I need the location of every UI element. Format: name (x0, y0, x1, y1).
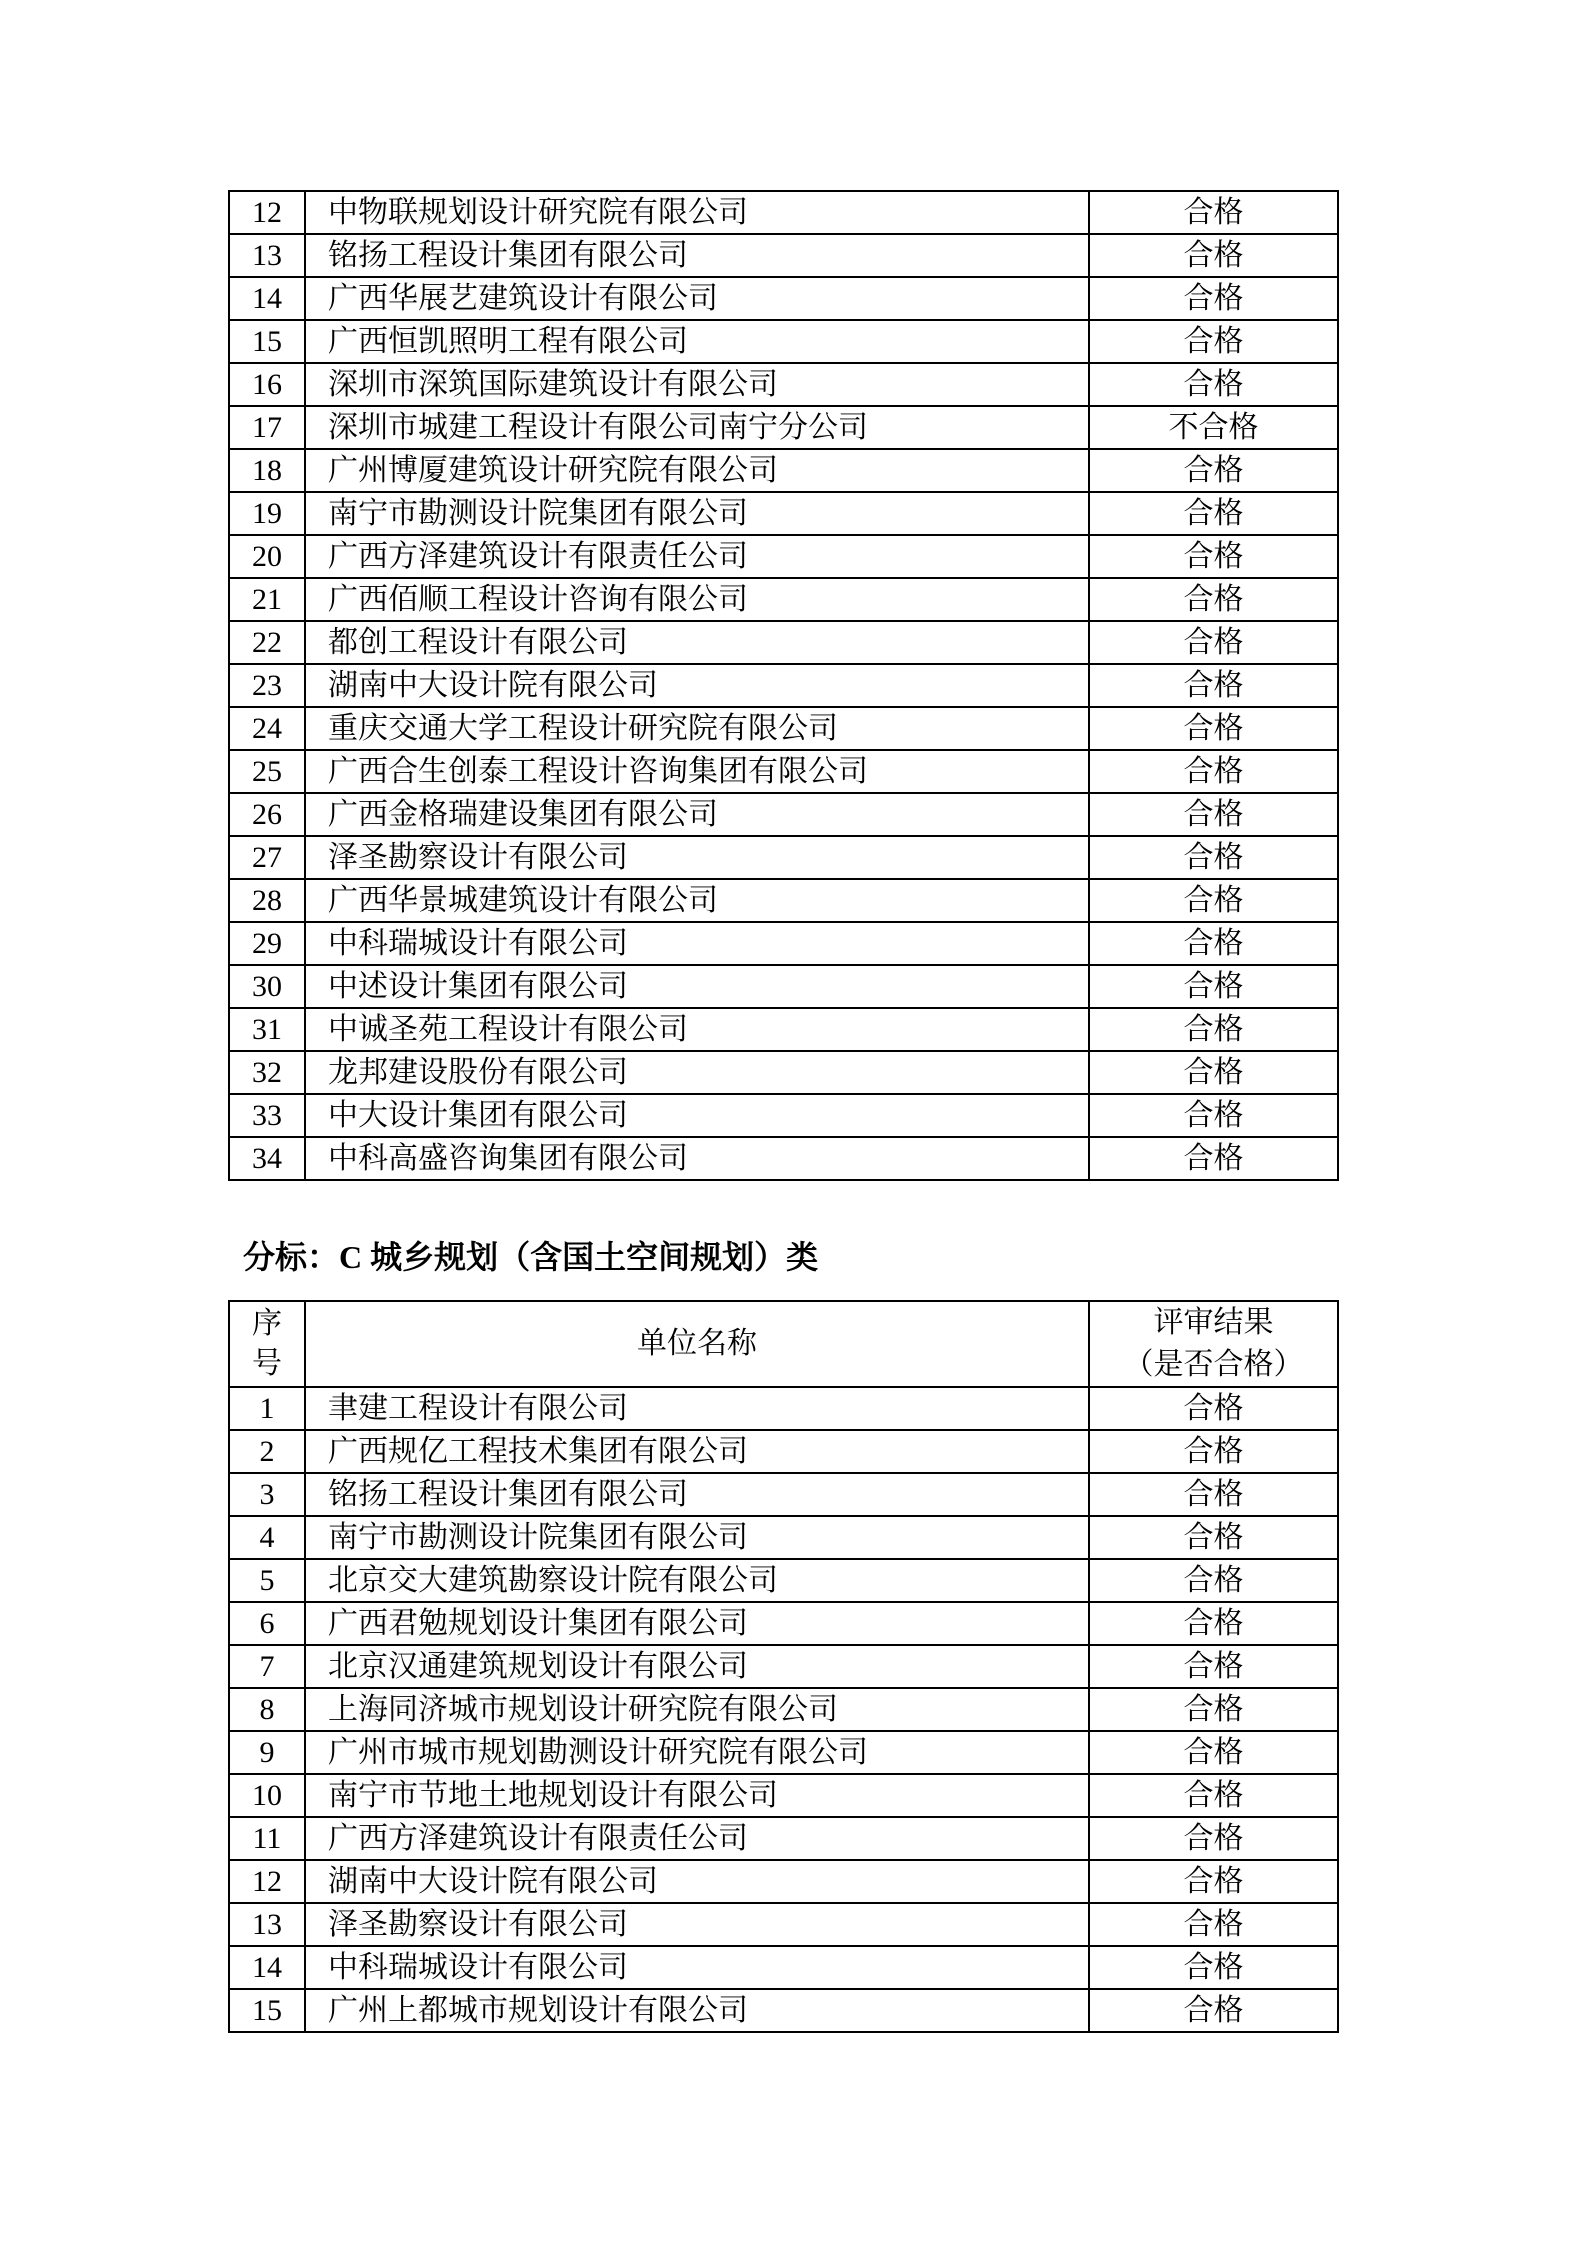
table-row (229, 1430, 1338, 1473)
row-company-name: 深圳市深筑国际建筑设计有限公司 (305, 363, 1089, 406)
row-review-result: 合格 (1089, 1817, 1338, 1860)
section-c-heading: 分标：C 城乡规划（含国土空间规划）类 (243, 1239, 819, 1275)
row-company-name: 铭扬工程设计集团有限公司 (305, 234, 1089, 277)
table-row (229, 1516, 1338, 1559)
row-review-result: 合格 (1089, 1430, 1338, 1473)
header-review-result-line1: 评审结果 (1153, 1306, 1274, 1339)
row-review-result: 合格 (1089, 1387, 1338, 1430)
table-row (229, 363, 1338, 406)
row-seq-number: 1 (229, 1387, 305, 1430)
row-review-result: 合格 (1089, 578, 1338, 621)
table-row (229, 1817, 1338, 1860)
row-review-result: 合格 (1089, 191, 1338, 234)
row-company-name: 南宁市勘测设计院集团有限公司 (305, 1516, 1089, 1559)
row-company-name: 南宁市节地土地规划设计有限公司 (305, 1774, 1089, 1817)
row-seq-number: 13 (229, 1903, 305, 1946)
row-seq-number: 28 (229, 879, 305, 922)
section-b-results-table (228, 190, 1339, 1181)
row-company-name: 广西恒凯照明工程有限公司 (305, 320, 1089, 363)
row-review-result: 合格 (1089, 492, 1338, 535)
row-seq-number: 34 (229, 1137, 305, 1180)
row-review-result: 合格 (1089, 535, 1338, 578)
table-row (229, 535, 1338, 578)
row-company-name: 中物联规划设计研究院有限公司 (305, 191, 1089, 234)
header-company-name-label: 单位名称 (637, 1327, 757, 1361)
row-seq-number: 23 (229, 664, 305, 707)
table-row (229, 234, 1338, 277)
row-seq-number: 17 (229, 406, 305, 449)
row-review-result: 合格 (1089, 1774, 1338, 1817)
row-seq-number: 15 (229, 1989, 305, 2032)
row-review-result: 合格 (1089, 1645, 1338, 1688)
row-seq-number: 33 (229, 1094, 305, 1137)
header-review-result (1089, 1301, 1338, 1387)
row-review-result: 合格 (1089, 1860, 1338, 1903)
row-company-name: 上海同济城市规划设计研究院有限公司 (305, 1688, 1089, 1731)
row-seq-number: 9 (229, 1731, 305, 1774)
table-row (229, 1731, 1338, 1774)
table-row (229, 320, 1338, 363)
row-company-name: 广西君勉规划设计集团有限公司 (305, 1602, 1089, 1645)
row-review-result: 合格 (1089, 277, 1338, 320)
header-seq (229, 1301, 305, 1387)
row-seq-number: 18 (229, 449, 305, 492)
row-company-name: 中大设计集团有限公司 (305, 1094, 1089, 1137)
row-seq-number: 12 (229, 191, 305, 234)
row-company-name: 广西金格瑞建设集团有限公司 (305, 793, 1089, 836)
row-seq-number: 27 (229, 836, 305, 879)
row-company-name: 泽圣勘察设计有限公司 (305, 836, 1089, 879)
row-seq-number: 11 (229, 1817, 305, 1860)
row-seq-number: 13 (229, 234, 305, 277)
table-row (229, 1008, 1338, 1051)
row-company-name: 中科瑞城设计有限公司 (305, 1946, 1089, 1989)
table-row (229, 1860, 1338, 1903)
row-review-result: 合格 (1089, 1516, 1338, 1559)
row-review-result: 合格 (1089, 320, 1338, 363)
section-c-results-table (228, 1300, 1339, 2033)
row-review-result: 合格 (1089, 1559, 1338, 1602)
row-seq-number: 22 (229, 621, 305, 664)
row-seq-number: 15 (229, 320, 305, 363)
row-review-result: 合格 (1089, 879, 1338, 922)
row-company-name: 广州博厦建筑设计研究院有限公司 (305, 449, 1089, 492)
table-row (229, 449, 1338, 492)
row-seq-number: 20 (229, 535, 305, 578)
row-company-name: 中科高盛咨询集团有限公司 (305, 1137, 1089, 1180)
row-review-result: 合格 (1089, 707, 1338, 750)
table-row (229, 492, 1338, 535)
row-company-name: 广西方泽建筑设计有限责任公司 (305, 1817, 1089, 1860)
row-company-name: 中诚圣苑工程设计有限公司 (305, 1008, 1089, 1051)
row-review-result: 合格 (1089, 1731, 1338, 1774)
row-seq-number: 21 (229, 578, 305, 621)
row-review-result: 合格 (1089, 363, 1338, 406)
row-company-name: 广州上都城市规划设计有限公司 (305, 1989, 1089, 2032)
row-review-result: 合格 (1089, 1051, 1338, 1094)
row-seq-number: 16 (229, 363, 305, 406)
row-company-name: 龙邦建设股份有限公司 (305, 1051, 1089, 1094)
table-row (229, 1473, 1338, 1516)
table-row (229, 707, 1338, 750)
table-row (229, 1387, 1338, 1430)
table-row (229, 922, 1338, 965)
row-company-name: 都创工程设计有限公司 (305, 621, 1089, 664)
table-row (229, 1137, 1338, 1180)
table-row (229, 793, 1338, 836)
row-review-result: 合格 (1089, 1989, 1338, 2032)
row-company-name: 广西方泽建筑设计有限责任公司 (305, 535, 1089, 578)
row-review-result: 合格 (1089, 1008, 1338, 1051)
table-header-row (229, 1301, 1338, 1387)
row-seq-number: 31 (229, 1008, 305, 1051)
row-seq-number: 32 (229, 1051, 305, 1094)
row-company-name: 湖南中大设计院有限公司 (305, 1860, 1089, 1903)
row-company-name: 广西佰顺工程设计咨询有限公司 (305, 578, 1089, 621)
row-review-result: 合格 (1089, 793, 1338, 836)
row-company-name: 广西华景城建筑设计有限公司 (305, 879, 1089, 922)
table-row (229, 965, 1338, 1008)
row-company-name: 泽圣勘察设计有限公司 (305, 1903, 1089, 1946)
row-review-result: 不合格 (1089, 406, 1338, 449)
row-seq-number: 8 (229, 1688, 305, 1731)
table-row (229, 879, 1338, 922)
row-company-name: 中述设计集团有限公司 (305, 965, 1089, 1008)
row-company-name: 广州市城市规划勘测设计研究院有限公司 (305, 1731, 1089, 1774)
row-seq-number: 14 (229, 277, 305, 320)
table-row (229, 1946, 1338, 1989)
row-seq-number: 2 (229, 1430, 305, 1473)
row-company-name: 广西华展艺建筑设计有限公司 (305, 277, 1089, 320)
header-review-result-line2: （是否合格） (1123, 1348, 1304, 1381)
header-company-name (305, 1301, 1089, 1387)
row-seq-number: 3 (229, 1473, 305, 1516)
row-review-result: 合格 (1089, 449, 1338, 492)
row-seq-number: 14 (229, 1946, 305, 1989)
table-row (229, 750, 1338, 793)
row-review-result: 合格 (1089, 1473, 1338, 1516)
row-review-result: 合格 (1089, 750, 1338, 793)
row-review-result: 合格 (1089, 922, 1338, 965)
table-row (229, 1688, 1338, 1731)
row-seq-number: 30 (229, 965, 305, 1008)
table-row (229, 1774, 1338, 1817)
row-company-name: 广西规亿工程技术集团有限公司 (305, 1430, 1089, 1473)
table-row (229, 406, 1338, 449)
row-review-result: 合格 (1089, 1946, 1338, 1989)
row-review-result: 合格 (1089, 1688, 1338, 1731)
row-company-name: 聿建工程设计有限公司 (305, 1387, 1089, 1430)
row-seq-number: 7 (229, 1645, 305, 1688)
row-company-name: 深圳市城建工程设计有限公司南宁分公司 (305, 406, 1089, 449)
table-row (229, 664, 1338, 707)
table-row (229, 277, 1338, 320)
table-row (229, 621, 1338, 664)
table-row (229, 1559, 1338, 1602)
row-review-result: 合格 (1089, 664, 1338, 707)
table-row (229, 836, 1338, 879)
table-row (229, 578, 1338, 621)
table-row (229, 191, 1338, 234)
row-company-name: 中科瑞城设计有限公司 (305, 922, 1089, 965)
row-seq-number: 19 (229, 492, 305, 535)
table-row (229, 1903, 1338, 1946)
table-row (229, 1989, 1338, 2032)
row-seq-number: 26 (229, 793, 305, 836)
row-seq-number: 4 (229, 1516, 305, 1559)
table-row (229, 1094, 1338, 1137)
row-review-result: 合格 (1089, 965, 1338, 1008)
row-seq-number: 24 (229, 707, 305, 750)
row-seq-number: 29 (229, 922, 305, 965)
row-company-name: 北京汉通建筑规划设计有限公司 (305, 1645, 1089, 1688)
row-company-name: 广西合生创泰工程设计咨询集团有限公司 (305, 750, 1089, 793)
row-review-result: 合格 (1089, 1094, 1338, 1137)
row-company-name: 重庆交通大学工程设计研究院有限公司 (305, 707, 1089, 750)
row-review-result: 合格 (1089, 836, 1338, 879)
row-company-name: 铭扬工程设计集团有限公司 (305, 1473, 1089, 1516)
row-seq-number: 12 (229, 1860, 305, 1903)
row-seq-number: 10 (229, 1774, 305, 1817)
row-review-result: 合格 (1089, 1903, 1338, 1946)
row-seq-number: 25 (229, 750, 305, 793)
row-company-name: 湖南中大设计院有限公司 (305, 664, 1089, 707)
row-company-name: 南宁市勘测设计院集团有限公司 (305, 492, 1089, 535)
header-seq-label: 序号 (252, 1306, 282, 1380)
row-review-result: 合格 (1089, 234, 1338, 277)
row-review-result: 合格 (1089, 1602, 1338, 1645)
row-review-result: 合格 (1089, 621, 1338, 664)
row-seq-number: 6 (229, 1602, 305, 1645)
table-row (229, 1645, 1338, 1688)
row-company-name: 北京交大建筑勘察设计院有限公司 (305, 1559, 1089, 1602)
table-row (229, 1602, 1338, 1645)
row-seq-number: 5 (229, 1559, 305, 1602)
table-row (229, 1051, 1338, 1094)
row-review-result: 合格 (1089, 1137, 1338, 1180)
